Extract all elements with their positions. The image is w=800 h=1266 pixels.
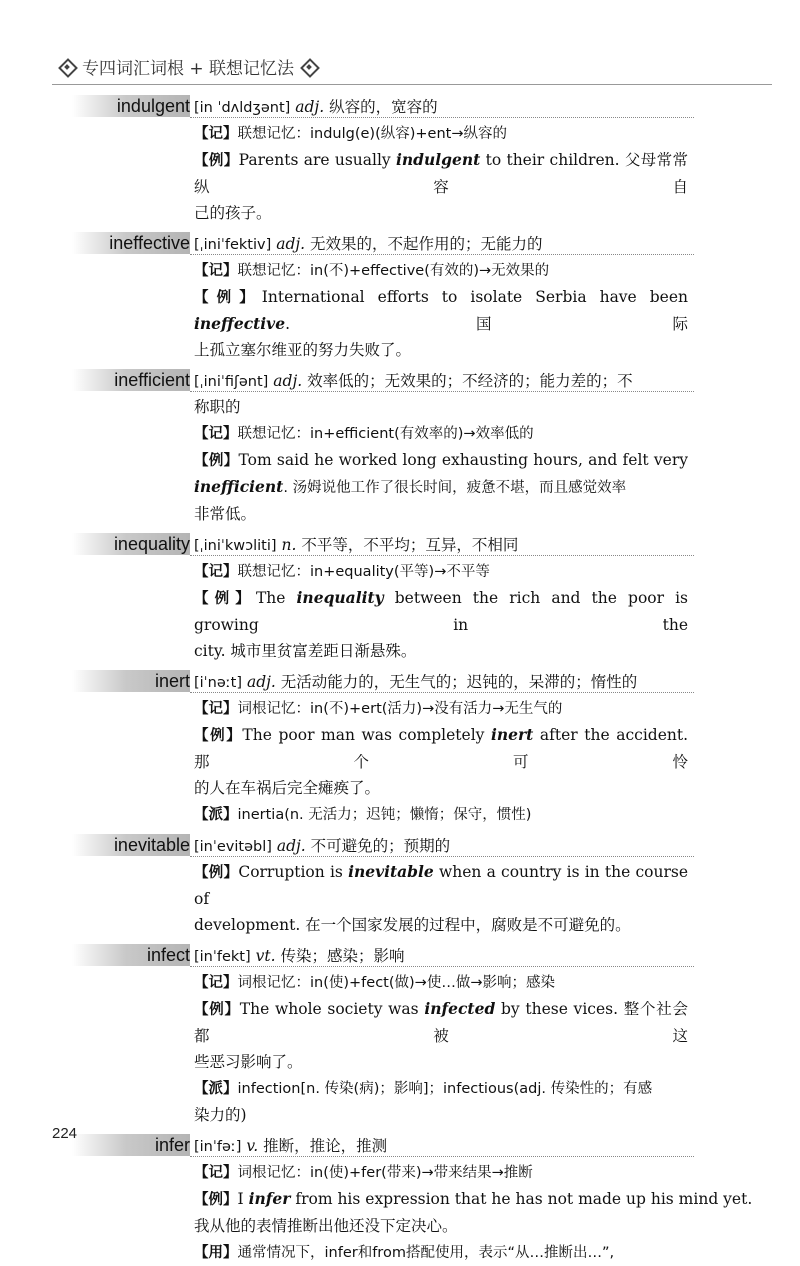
definition (194, 232, 694, 257)
example-text: when a country is in the course of (194, 863, 688, 908)
memory-line (194, 420, 688, 447)
meaning: 推断，推论，推测 (263, 1137, 388, 1155)
derive-tag: 【派】 (194, 1081, 238, 1097)
example-tag: 【例】 (194, 153, 239, 169)
example-keyword: inequality (296, 588, 384, 607)
example-line (194, 284, 688, 337)
memory-tag: 【记】 (194, 701, 238, 717)
entry-infect (0, 941, 800, 1128)
entry-ineffective (0, 229, 800, 363)
derive-line-2: 染力的) (194, 1106, 247, 1124)
usage-tag: 【用】 (194, 1245, 238, 1261)
example-line (194, 1186, 753, 1213)
example-text: Tom said he worked long exhausting hours, and felt very (238, 451, 688, 469)
usage-text: 通常情况下，infer和from搭配使用，表示“从…推断出…”, (237, 1245, 615, 1261)
definition (194, 95, 694, 120)
example-text: after the accident. 那个可怜 (194, 726, 689, 771)
memory-line (194, 558, 688, 585)
phonetic: [ˌiniˈfektiv] (194, 237, 272, 253)
example-text: . 汤姆说他工作了很长时间，疲惫不堪，而且感觉效率 (283, 480, 627, 496)
example-keyword: inevitable (348, 862, 434, 881)
example-line-2: 己的孩子。 (194, 204, 272, 222)
memory-tag: 【记】 (194, 426, 238, 442)
phonetic: [ˌiniˈkwɔliti] (194, 538, 277, 554)
headword: indulgent (116, 96, 190, 116)
definition (194, 670, 694, 695)
definition (194, 834, 694, 859)
meaning: 不可避免的；预期的 (310, 837, 451, 855)
example-line-2: 的人在车祸后完全瘫痪了。 (194, 779, 381, 797)
example-keyword: inert (491, 725, 534, 744)
meaning: 不平等，不平均；互异，不相同 (301, 536, 519, 554)
example-tag: 【例】 (194, 290, 262, 306)
entry-infer (0, 1131, 800, 1266)
headword: ineffective (109, 233, 190, 253)
memory-tag: 【记】 (194, 1165, 238, 1181)
phonetic: [ˌiniˈfiʃənt] (194, 374, 269, 390)
derive-tag: 【派】 (194, 807, 238, 823)
example-tag: 【例】 (194, 1002, 240, 1018)
example-line (194, 447, 688, 474)
header-title-row (52, 54, 324, 79)
diamond-icon (58, 58, 76, 76)
definition (194, 944, 694, 969)
page-header (52, 52, 772, 84)
example-line (194, 722, 688, 775)
part-of-speech: adj. (276, 235, 306, 253)
example-tag: 【例】 (194, 1192, 238, 1208)
phonetic: [inˈevitəbl] (194, 839, 272, 855)
example-tag: 【例】 (194, 453, 239, 469)
memory-text: 词根记忆：in(不)+ert(活力)→没有活力→无生气的 (237, 701, 563, 717)
example-line-2: city. 城市里贫富差距日渐悬殊。 (194, 642, 417, 660)
page-number: 224 (52, 1125, 78, 1142)
memory-tag: 【记】 (194, 263, 238, 279)
entry-inevitable (0, 831, 800, 938)
example-text: The (255, 589, 297, 607)
part-of-speech: n. (281, 536, 297, 554)
example-line-2: 些恶习影响了。 (194, 1053, 303, 1071)
derive-line (194, 1075, 688, 1102)
meaning: 无活动能力的，无生气的；迟钝的，呆滞的；惰性的 (280, 673, 638, 691)
memory-tag: 【记】 (194, 126, 238, 142)
memory-line (194, 120, 688, 147)
headword: infer (154, 1135, 190, 1155)
memory-text: 联想记忆：in+efficient(有效率的)→效率低的 (237, 426, 534, 442)
entry-inequality (0, 530, 800, 664)
memory-line (194, 257, 688, 284)
example-tag: 【例】 (194, 865, 239, 881)
example-text: International efforts to isolate Serbia have been (261, 288, 689, 306)
usage-line (194, 1239, 688, 1266)
headword: inert (154, 671, 190, 691)
part-of-speech: vt. (255, 947, 276, 965)
headword: infect (146, 945, 190, 965)
headword: inequality (113, 534, 190, 554)
example-line-2: development. 在一个国家发展的过程中，腐败是不可避免的。 (194, 916, 631, 934)
phonetic: [in ˈdʌldʒənt] (194, 100, 291, 116)
memory-tag: 【记】 (194, 564, 238, 580)
memory-line (194, 969, 688, 996)
example-text: Corruption is (238, 863, 349, 881)
memory-line (194, 695, 688, 722)
derive-line (194, 801, 688, 828)
header-divider (52, 84, 772, 85)
headword: inevitable (113, 835, 190, 855)
definition (194, 369, 694, 394)
phonetic: [inˈfekt] (194, 949, 251, 965)
example-line (194, 859, 688, 912)
example-text: from his expression that he has not made up his mind yet. (290, 1190, 753, 1208)
example-line-2: 我从他的表情推断出他还没下定决心。 (194, 1217, 458, 1235)
entry-list (0, 92, 800, 1266)
example-line (194, 996, 688, 1049)
example-keyword: indulgent (396, 150, 481, 169)
memory-line (194, 1159, 688, 1186)
entry-inefficient (0, 366, 800, 527)
derive-text: inertia(n. 无活力；迟钝；懒惰；保守，惯性) (237, 807, 532, 823)
memory-text: 联想记忆：indulg(e)(纵容)+ent→纵容的 (237, 126, 507, 142)
example-text: to their children. 父母常常纵容自 (194, 151, 689, 196)
definition (194, 533, 694, 558)
meaning: 传染；感染；影响 (280, 947, 405, 965)
part-of-speech: adj. (273, 372, 303, 390)
part-of-speech: v. (246, 1137, 259, 1155)
diamond-icon (300, 58, 318, 76)
part-of-speech: adj. (276, 837, 306, 855)
definition (194, 1134, 694, 1159)
example-tag: 【例】 (194, 728, 243, 744)
example-line (194, 585, 688, 638)
meaning: 效率低的；无效果的；不经济的；能力差的；不 (307, 372, 633, 390)
example-keyword: ineffective (194, 314, 286, 333)
meaning: 纵容的，宽容的 (329, 98, 438, 116)
example-text: by these vices. 整个社会都被这 (194, 1000, 688, 1045)
entry-indulgent (0, 92, 800, 226)
example-text: between the rich and the poor is growing in the (194, 589, 689, 634)
entry-inert (0, 667, 800, 828)
phonetic: [iˈnəːt] (194, 675, 243, 691)
part-of-speech: adj. (246, 673, 276, 691)
memory-tag: 【记】 (194, 975, 238, 991)
memory-text: 联想记忆：in(不)+effective(有效的)→无效果的 (237, 263, 550, 279)
example-text: Parents are usually (238, 151, 396, 169)
example-line-2: 上孤立塞尔维亚的努力失败了。 (194, 341, 412, 359)
example-text: . 国际 (285, 315, 688, 333)
example-text: The poor man was completely (242, 726, 491, 744)
example-keyword: infer (248, 1189, 291, 1208)
part-of-speech: adj. (295, 98, 325, 116)
example-line-3: 非常低。 (194, 505, 257, 523)
phonetic: [inˈfəː] (194, 1139, 242, 1155)
memory-text: 联想记忆：in+equality(平等)→不平等 (237, 564, 490, 580)
meaning-line-2: 称职的 (194, 398, 241, 416)
example-line (194, 147, 688, 200)
header-title: 专四词汇词根 + 联想记忆法 (82, 59, 295, 79)
headword: inefficient (114, 370, 190, 390)
memory-text: 词根记忆：in(使)+fect(做)→使…做→影响；感染 (237, 975, 555, 991)
example-keyword: infected (424, 999, 496, 1018)
derive-text: infection[n. 传染(病)；影响]；infectious(adj. 传染性的；有感 (237, 1081, 653, 1097)
example-keyword: inefficient (194, 477, 284, 496)
example-line-2 (194, 474, 688, 501)
meaning: 无效果的，不起作用的；无能力的 (310, 235, 543, 253)
example-text: The whole society was (239, 1000, 425, 1018)
example-text: I (237, 1190, 249, 1208)
example-tag: 【例】 (194, 591, 256, 607)
memory-text: 词根记忆：in(使)+fer(带来)→带来结果→推断 (237, 1165, 533, 1181)
